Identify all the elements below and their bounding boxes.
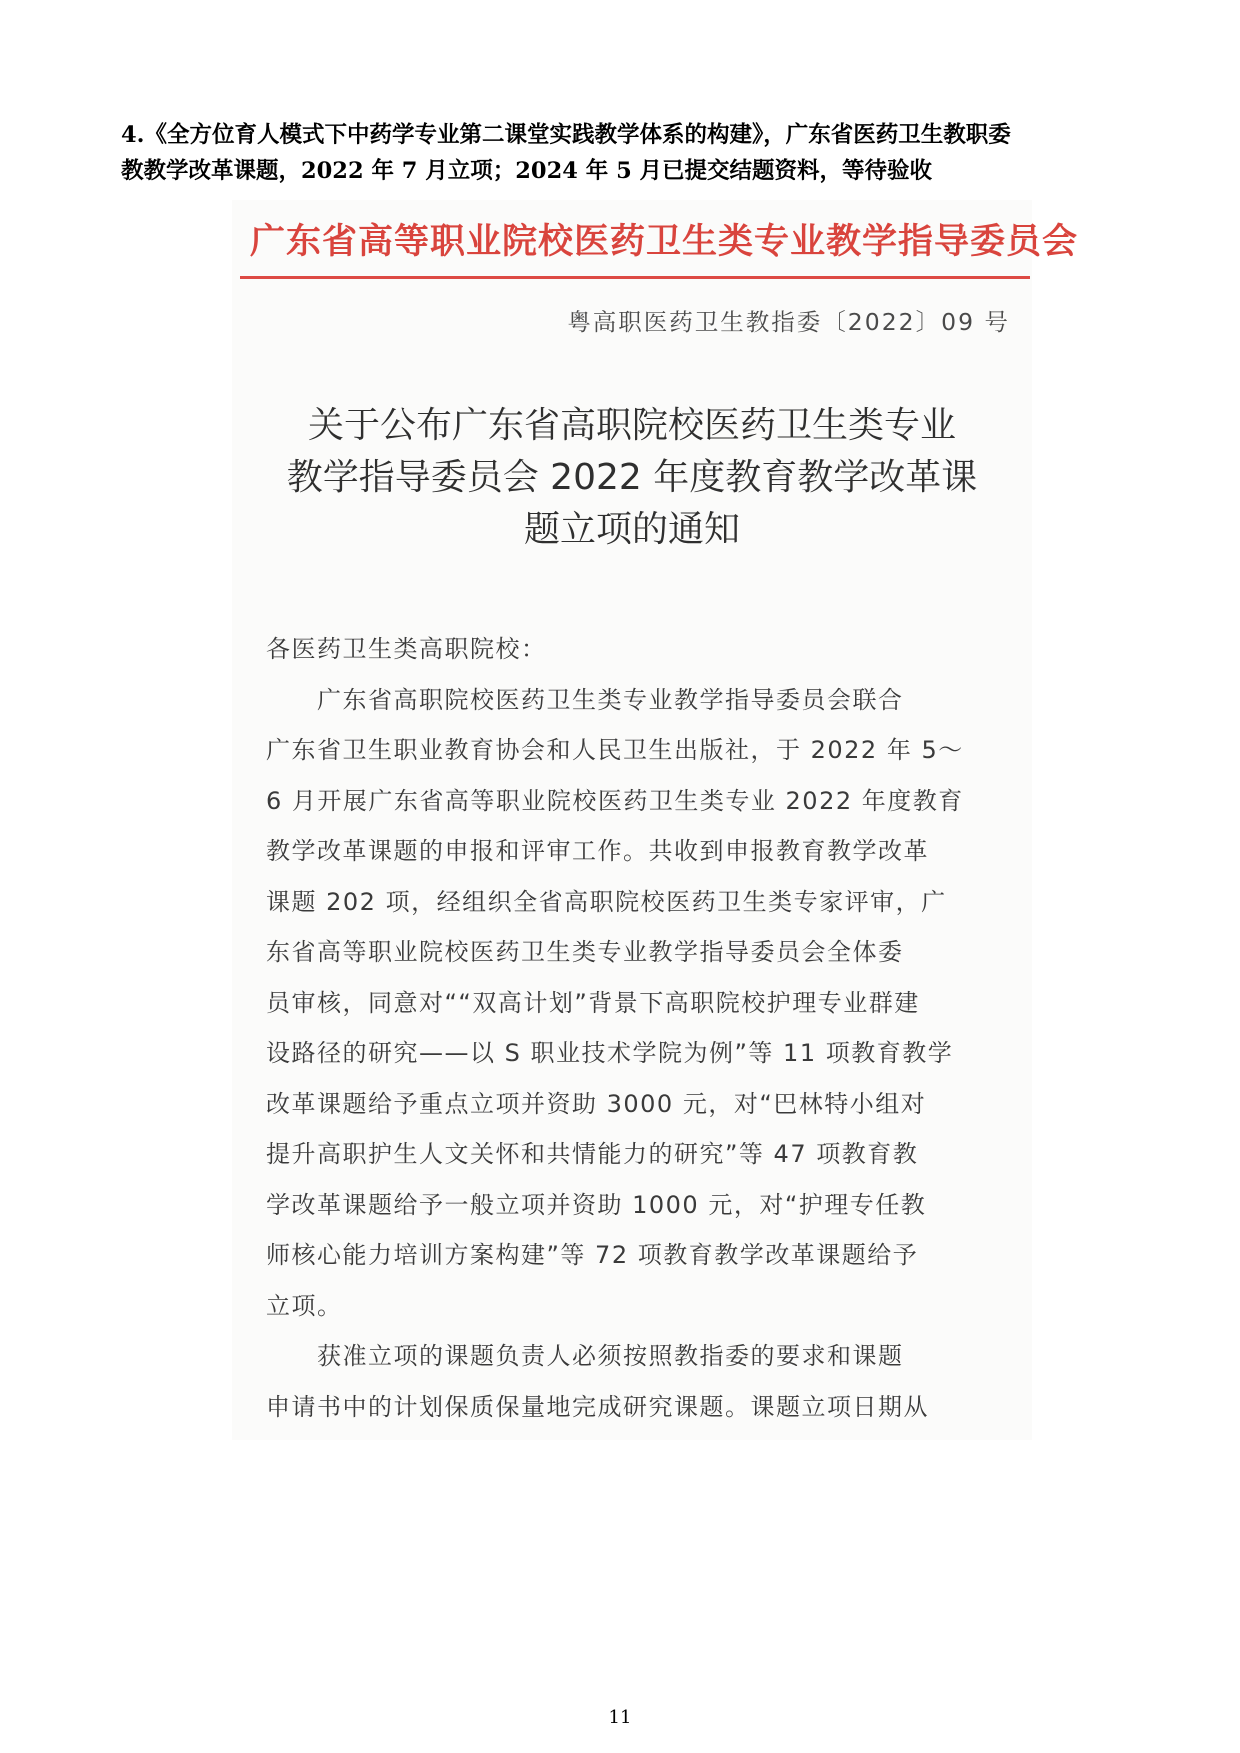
body-line: 教学改革课题的申报和评审工作。共收到申报教育教学改革: [266, 837, 929, 865]
letterhead: 广东省高等职业院校医药卫生类专业教学指导委员会: [250, 222, 1079, 262]
body-line: 获准立项的课题负责人必须按照教指委的要求和课题: [266, 1342, 904, 1370]
body-line: 师核心能力培训方案构建”等 72 项教育教学改革课题给予: [266, 1241, 919, 1269]
letterhead-red-rule: [240, 276, 1030, 279]
body-line: 立项。: [266, 1291, 343, 1320]
scanned-notice-image: [232, 200, 1079, 1440]
caption-line-2: 教教学改革课题，2022 年 7 月立项；2024 年 5 月已提交结题资料，等待验收: [121, 158, 933, 184]
body-line: 学改革课题给予一般立项并资助 1000 元，对“护理专任教: [266, 1190, 927, 1219]
document-number: 粤高职医药卫生教指委〔2022〕09 号: [567, 308, 1010, 336]
title-line: 教学指导委员会 2022 年度教育教学改革课: [286, 457, 978, 498]
body-line: 广东省高职院校医药卫生类专业教学指导委员会联合: [266, 685, 904, 714]
document-caption: [121, 117, 1131, 189]
body-line: 设路径的研究——以 S 职业技术学院为例”等 11 项教育教学: [266, 1039, 954, 1067]
salutation: 各医药卫生类高职院校：: [266, 635, 547, 663]
notice-body: [266, 624, 1006, 1432]
title-line: 关于公布广东省高职院校医药卫生类专业: [307, 405, 956, 446]
page-number: 11: [608, 1707, 632, 1728]
body-line: 课题 202 项，经组织全省高职院校医药卫生类专家评审，广: [266, 887, 947, 916]
body-line: 提升高职护生人文关怀和共情能力的研究”等 47 项教育教: [266, 1140, 919, 1168]
notice-title: [242, 400, 1022, 556]
body-line: 6 月开展广东省高等职业院校医药卫生类专业 2022 年度教育: [266, 786, 964, 815]
title-line: 题立项的通知: [523, 509, 740, 550]
body-line: 申请书中的计划保质保量地完成研究课题。课题立项日期从: [266, 1392, 929, 1421]
body-line: 广东省卫生职业教育协会和人民卫生出版社，于 2022 年 5～: [266, 736, 964, 764]
body-line: 员审核，同意对““双高计划”背景下高职院校护理专业群建: [266, 988, 920, 1017]
caption-line-1: 4.《全方位育人模式下中药学专业第二课堂实践教学体系的构建》，广东省医药卫生教职委: [121, 122, 1011, 148]
body-line: 改革课题给予重点立项并资助 3000 元，对“巴林特小组对: [266, 1089, 927, 1118]
body-line: 东省高等职业院校医药卫生类专业教学指导委员会全体委: [266, 938, 904, 966]
